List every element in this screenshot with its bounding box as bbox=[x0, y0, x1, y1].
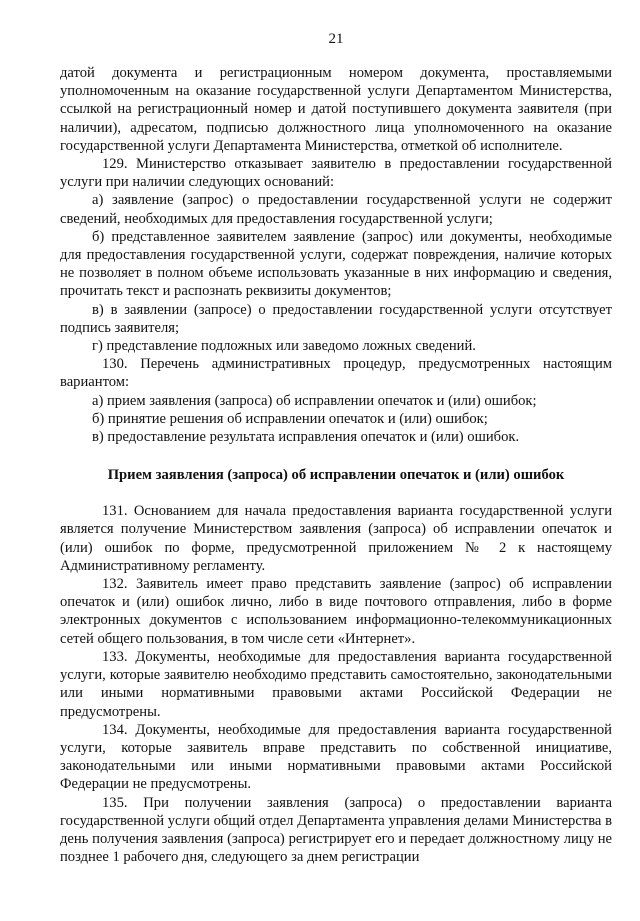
list-item-129c: в) в заявлении (запросе) о предоставлении государственной услуги отсутствует подпись заявителя; bbox=[60, 301, 612, 336]
list-item-130a: а) прием заявления (запроса) об исправлении опечаток и (или) ошибок; bbox=[92, 392, 537, 409]
section-heading: Прием заявления (запроса) об исправлении опечаток и (или) ошибок bbox=[107, 467, 565, 484]
paragraph-129: 129. Министерство отказывает заявителю в предоставлении государственной услуги при наличии следующих оснований: bbox=[60, 156, 612, 191]
paragraph-130: 130. Перечень административных процедур, предусмотренных настоящим вариантом: bbox=[60, 356, 612, 391]
text-block-bottom bbox=[60, 502, 612, 866]
list-item-129b: б) представленное заявителем заявление (запрос) или документы, необходимые для предоставления государственной услуги, содержат повреждения, наличие которых не позволяет в полном объеме использовать указанные в них информацию и сведения, прочитать текст и распознать реквизиты документов; bbox=[60, 228, 612, 300]
list-item-130b: б) принятие решения об исправлении опечаток и (или) ошибок; bbox=[92, 410, 488, 427]
paragraph-131: 131. Основанием для начала предоставления варианта государственной услуги является получение Министерством заявления (запроса) об исправлении опечаток и (или) ошибок по форме, предусмотренной приложением № 2 к настоящему Административному регламенту. bbox=[60, 503, 612, 574]
list-item-129a: а) заявление (запрос) о предоставлении государственной услуги не содержит сведений, необходимых для предоставления государственной услуги; bbox=[60, 192, 612, 227]
paragraph-135: 135. При получении заявления (запроса) о предоставлении варианта государственной услуги общий отдел Департамента управления делами Министерства в день получения заявления (запроса) регистрирует его и передает должностному лицу не позднее 1 рабочего дня, следующего за днем регистрации bbox=[60, 794, 612, 866]
paragraph-132: 132. Заявитель имеет право представить заявление (запрос) об исправлении опечаток и (или) ошибок лично, либо в виде почтового отправления, либо в форме электронных документов с использованием информационно-телекоммуникационных сетей общего пользования, в том числе сети «Интернет». bbox=[60, 576, 612, 647]
text-block-top bbox=[60, 64, 612, 446]
list-item-130c: в) предоставление результата исправления опечаток и (или) ошибок. bbox=[92, 429, 520, 446]
paragraph-continuation: датой документа и регистрационным номером документа, проставляемыми уполномоченным на оказание государственной услуги Департаментом Министерства, ссылкой на регистрационный номер и датой поступившего документа заявителя (при наличии), адресатом, подписью должностного лица уполномоченного на оказание государственной услуги Департамента Министерства, отметкой об исполнителе. bbox=[60, 65, 612, 154]
list-item-129d: г) представление подложных или заведомо ложных сведений. bbox=[92, 338, 476, 355]
paragraph-133: 133. Документы, необходимые для предоставления варианта государственной услуги, которые заявителю необходимо представить самостоятельно, законодательными или иными нормативными правовыми актами Российской Федерации не предусмотрены. bbox=[60, 648, 612, 720]
paragraph-134: 134. Документы, необходимые для предоставления варианта государственной услуги, которые заявитель вправе представить по собственной инициативе, законодательными или иными нормативными правовыми актами Российской Федерации не предусмотрены. bbox=[60, 721, 612, 793]
page-number: 21 bbox=[328, 31, 344, 47]
